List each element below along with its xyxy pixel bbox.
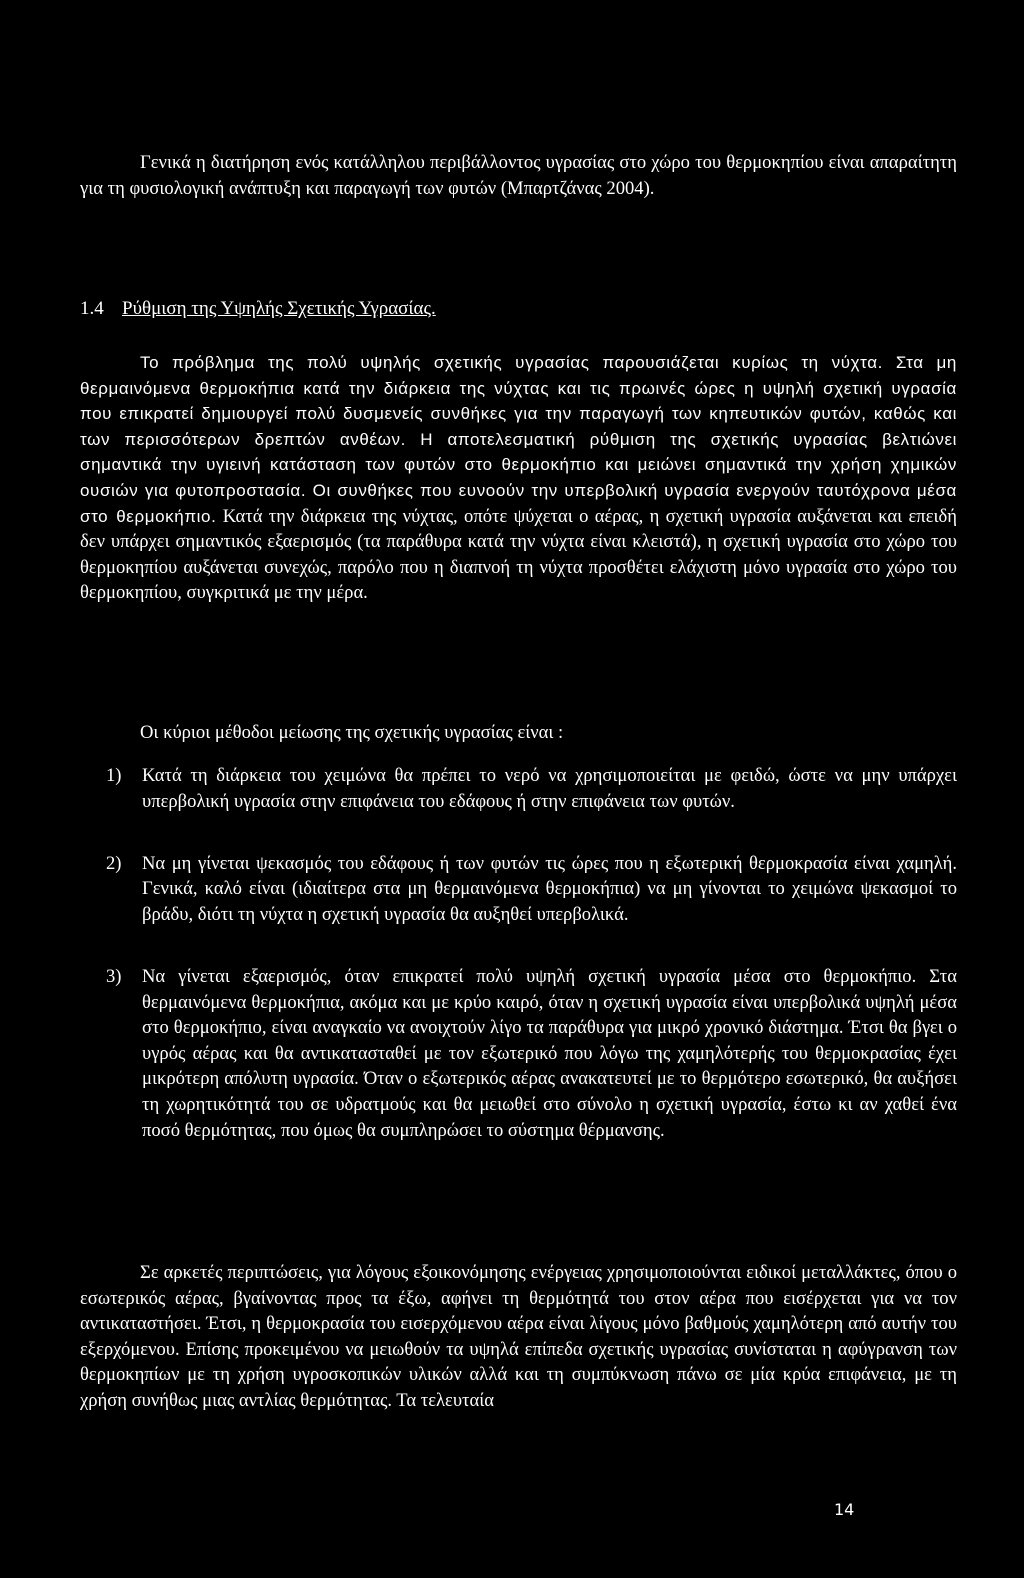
- paragraph-heat-exchangers: Σε αρκετές περιπτώσεις, για λόγους εξοικονόμησης ενέργειας χρησιμοποιούνται ειδικοί μεταλλάκτες, όπου ο εσωτερικός αέρας, βγαίνοντας προς τα έξω, αφήνει τη θερμότητά του στον αέρα που εισέρχεται για να τον αντικαταστήσει. Έτσι, η θερμοκρασία του εισερχόμενου αέρα είναι λίγους μόνο βαθμούς χαμηλότερη από αυτήν του εξερχόμενου. Επίσης προκειμένου να μειωθούν τα υψηλά επίπεδα σχετικής υγρασίας συνίσταται η αφύγρανση των θερμοκηπίων με τη χρήση υγροσκοπικών υλικών αλλά και τη συμπύκνωση πάνω σε μία κρύα επιφάνεια, με τη χρήση συνήθως μιας αντλίας θερμότητας. Τα τελευταία: [80, 1262, 957, 1411]
- list-item: [80, 964, 957, 1143]
- list-item-marker: 2): [106, 852, 122, 874]
- list-item-text: Να μη γίνεται ψεκασμός του εδάφους ή των φυτών τις ώρες που η εξωτερική θερμοκρασία είναι χαμηλή. Γενικά, καλό είναι (ιδιαίτερα στα μη θερμαινόμενα θερμοκήπια) να μη γίνονται το χειμώνα ψεκασμοί το βράδυ, διότι τη νύχτα η σχετική υγρασία θα αυξηθεί υπερβολικά.: [142, 852, 957, 925]
- section-heading: [80, 296, 436, 322]
- list-item-marker: 1): [106, 765, 122, 786]
- list-item: [80, 851, 957, 928]
- section-title: Ρύθμιση της Υψηλής Σχετικής Υγρασίας.: [122, 298, 436, 319]
- list-item-text: Να γίνεται εξαερισμός, όταν επικρατεί πολύ υψηλή σχετική υγρασία μέσα στο θερμοκήπιο. Στα θερμαινόμενα θερμοκήπια, ακόμα και με κρύο καιρό, όταν η σχετική υγρασία είναι υπερβολικά υψηλή μέσα στο θερμοκήπιο, είναι αναγκαίο να ανοιχτούν λίγο τα παράθυρα για μικρό χρονικό διάστημα. Έτσι θα βγει ο υγρός αέρας και θα αντικατασταθεί με τον εξωτερικό που λόγω της χαμηλότερής του θερμοκρασίας έχει μικρότερη απόλυτη υγρασία. Όταν ο εξωτερικός αέρας ανακατευτεί με το θερμότερο εσωτερικό, θα αυξήσει τη χωρητικότητά του σε υδρατμούς και θα μειωθεί στο σύνολο η σχετική υγρασία, έστω κι αν χαθεί ένα ποσό θερμότητας, που όμως θα συμπληρώσει το σύστημα θέρμανσης.: [142, 965, 957, 1141]
- paragraph-intro: Γενικά η διατήρηση ενός κατάλληλου περιβάλλοντος υγρασίας στο χώρο του θερμοκηπίου είναι απαραίτητη για τη φυσιολογική ανάπτυξη και παραγωγή των φυτών (Μπαρτζάνας 2004).: [80, 152, 957, 199]
- paragraph-humidity-problem-part1: Το πρόβλημα της πολύ υψηλής σχετικής υγρασίας παρουσιάζεται κυρίως τη νύχτα. Στα μη θερμαινόμενα θερμοκήπια κατά την διάρκεια της νύχτας και τις πρωινές ώρες η υψηλή σχετική υγρασία που επικρατεί δημιουργεί πολύ δυσμενείς συνθήκες για την παραγωγή των κηπευτικών φυτών, καθώς και των περισσότερων δρεπτών ανθέων. Η αποτελεσματική ρύθμιση της σχετικής υγρασίας βελτιώνει σημαντικά την υγιεινή κατάσταση των φυτών στο θερμοκήπιο και μειώνει σημαντικά την χρήση χημικών ουσιών για φυτοπροστασία. Οι συνθήκες που ευνοούν την υπερβολική υγρασία ενεργούν ταυτόχρονα μέσα στο θερμοκήπιο.: [80, 353, 957, 526]
- section-number: 1.4: [80, 298, 104, 319]
- paragraph-methods-intro: Οι κύριοι μέθοδοι μείωσης της σχετικής υγρασίας είναι :: [140, 722, 564, 743]
- list-item-text: Κατά τη διάρκεια του χειμώνα θα πρέπει το νερό να χρησιμοποιείται με φειδώ, ώστε να μην υπάρχει υπερβολική υγρασία στην επιφάνεια του εδάφους ή στην επιφάνεια των φυτών.: [142, 765, 957, 812]
- methods-list: [80, 763, 957, 1180]
- page-number: 14: [834, 1500, 855, 1519]
- list-item-marker: 3): [106, 965, 122, 987]
- paragraph-humidity-problem: [80, 350, 957, 606]
- paragraph-humidity-problem-part2: Κατά την διάρκεια της νύχτας, οπότε ψύχεται ο αέρας, η σχετική υγρασία αυξάνεται και επειδή δεν υπάρχει σημαντικός εξαερισμός (τα παράθυρα κατά την νύχτα είναι κλειστά), η σχετική υγρασία στο χώρο του θερμοκηπίου αυξάνεται συνεχώς, παρόλο που η διαπνοή τη νύχτα προσθέτει ελάχιστη μόνο υγρασία στο χώρο του θερμοκηπίου, συγκριτικά με την μέρα.: [80, 505, 957, 604]
- list-item: [80, 763, 957, 814]
